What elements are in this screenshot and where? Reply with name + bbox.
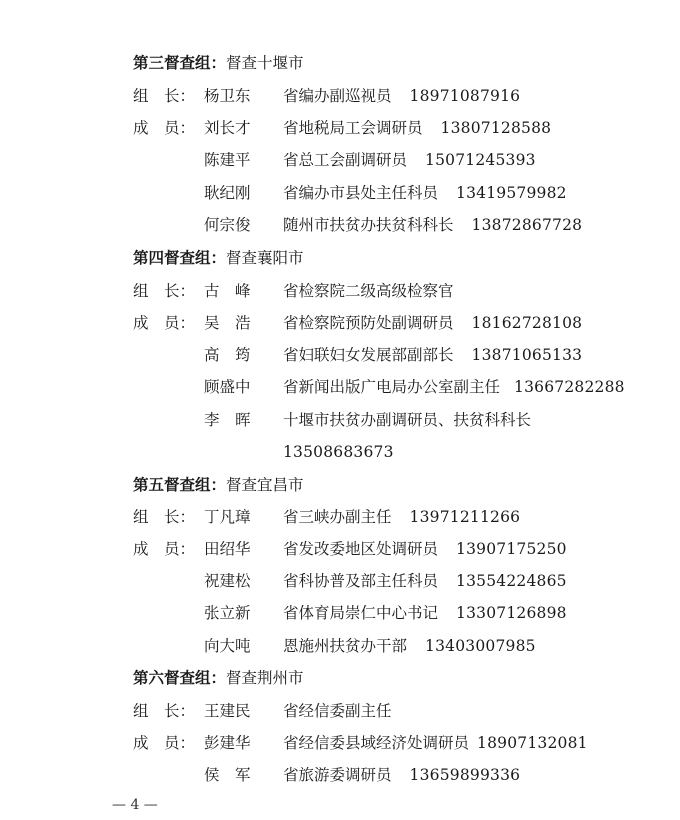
leader-name: 王建民: [204, 702, 251, 720]
group-3-member-row: [0, 183, 680, 203]
leader-position: 省经信委副主任: [283, 702, 392, 720]
group-3-member-row: [0, 118, 680, 138]
member-position: [283, 539, 567, 559]
member-name: 李 晖: [204, 411, 251, 429]
member-phone: 13508683673: [283, 443, 394, 461]
members-role-label: 成 员：: [133, 540, 196, 558]
group-6-header: [133, 668, 304, 688]
group-5-member-row: [0, 603, 680, 623]
group-4-leader-row: [0, 281, 680, 301]
group-3-target: 督查十堰市: [226, 54, 304, 72]
leader-role-label: 组 长：: [133, 702, 196, 720]
member-name: 顾盛中: [204, 378, 251, 396]
page-number: — 4 —: [112, 797, 158, 813]
group-6-leader-row: [0, 701, 680, 721]
member-phone: 15071245393: [425, 151, 536, 169]
member-position-text: 省检察院预防处副调研员: [283, 314, 454, 332]
member-name: 何宗俊: [204, 216, 251, 234]
member-position-text: 省编办市县处主任科员: [283, 184, 439, 202]
member-position-text: 省体育局崇仁中心书记: [283, 604, 439, 622]
group-6-target: 督查荆州市: [226, 669, 304, 687]
member-position-text: 省经信委县域经济处调研员: [283, 734, 470, 752]
member-position-text: 省总工会副调研员: [283, 151, 408, 169]
group-5-target: 督查宜昌市: [226, 476, 304, 494]
leader-name: 古 峰: [204, 282, 251, 300]
leader-position-text: 省三峡办副主任: [283, 508, 392, 526]
member-position-text: 省地税局工会调研员: [283, 119, 423, 137]
leader-position: [283, 86, 520, 106]
member-name: 祝建松: [204, 572, 251, 590]
member-position-text: 省发改委地区处调研员: [283, 540, 439, 558]
member-phone: 13871065133: [471, 346, 583, 364]
member-phone: 13872867728: [471, 216, 583, 234]
member-name: 陈建平: [204, 151, 251, 169]
member-name: 耿纪刚: [204, 184, 251, 202]
member-position: [283, 183, 567, 203]
group-4-member-row: [0, 377, 680, 397]
group-4-member-row: [0, 345, 680, 365]
members-role-label: 成 员：: [133, 734, 196, 752]
member-position-text: 省科协普及部主任科员: [283, 572, 439, 590]
member-name: 吴 浩: [204, 314, 251, 332]
member-name: 彭建华: [204, 734, 251, 752]
member-phone: 13419579982: [456, 184, 567, 202]
member-position-text: 省新闻出版广电局办公室副主任: [283, 378, 501, 396]
group-6-title: 第六督查组：: [133, 669, 227, 687]
group-5-member-row: [0, 571, 680, 591]
member-position: [283, 118, 551, 138]
member-name: 田绍华: [204, 540, 251, 558]
group-5-member-row: [0, 636, 680, 656]
leader-phone: 13971211266: [409, 508, 521, 526]
group-4-member-row: [0, 410, 680, 430]
leader-role-label: 组 长：: [133, 508, 196, 526]
member-position: [283, 733, 588, 753]
member-name: 侯 军: [204, 766, 251, 784]
group-3-header: [133, 53, 304, 73]
leader-role-label: 组 长：: [133, 87, 196, 105]
member-phone: 13403007985: [425, 637, 536, 655]
group-3-title: 第三督查组：: [133, 54, 227, 72]
member-name: 向大吨: [204, 637, 251, 655]
member-phone: 13554224865: [456, 572, 567, 590]
member-phone: 18907132081: [477, 734, 588, 752]
leader-position-text: 省编办副巡视员: [283, 87, 392, 105]
member-position-text: 省妇联妇女发展部副部长: [283, 346, 454, 364]
member-phone: 13659899336: [409, 766, 521, 784]
member-name: 刘长才: [204, 119, 251, 137]
member-position: [283, 215, 582, 235]
leader-phone: 18971087916: [409, 87, 521, 105]
group-4-member-row: [0, 313, 680, 333]
group-3-member-row: [0, 215, 680, 235]
members-role-label: 成 员：: [133, 119, 196, 137]
member-name: 张立新: [204, 604, 251, 622]
member-position-text: 恩施州扶贫办干部: [283, 637, 408, 655]
group-5-title: 第五督查组：: [133, 476, 227, 494]
member-position-text: 省旅游委调研员: [283, 766, 392, 784]
member-phone: 13907175250: [456, 540, 567, 558]
member-position: [283, 313, 582, 333]
leader-role-label: 组 长：: [133, 282, 196, 300]
leader-position: 省检察院二级高级检察官: [283, 282, 454, 300]
leader-name: 丁凡璋: [204, 508, 251, 526]
member-position: [283, 377, 625, 397]
group-5-header: [133, 475, 304, 495]
member-position: [283, 765, 520, 785]
member-name: 高 筠: [204, 346, 251, 364]
members-role-label: 成 员：: [133, 314, 196, 332]
group-4-header: [133, 248, 304, 268]
leader-position: [283, 507, 520, 527]
group-6-member-row: [0, 765, 680, 785]
member-position: 十堰市扶贫办副调研员、扶贫科科长: [283, 411, 532, 429]
member-phone: 13667282288: [514, 378, 625, 396]
member-position: [283, 571, 567, 591]
member-position: [283, 345, 582, 365]
member-position: [283, 603, 567, 623]
member-position-text: 随州市扶贫办扶贫科科长: [283, 216, 454, 234]
member-phone: 18162728108: [471, 314, 583, 332]
member-phone: 13807128588: [440, 119, 552, 137]
group-4-target: 督查襄阳市: [226, 249, 304, 267]
group-6-member-row: [0, 733, 680, 753]
member-phone: 13307126898: [456, 604, 567, 622]
group-4-member-phone-wrap: [0, 442, 680, 462]
group-3-member-row: [0, 150, 680, 170]
member-position: [283, 150, 536, 170]
group-5-leader-row: [0, 507, 680, 527]
group-5-member-row: [0, 539, 680, 559]
group-4-title: 第四督查组：: [133, 249, 227, 267]
leader-name: 杨卫东: [204, 87, 251, 105]
group-3-leader-row: [0, 86, 680, 106]
member-position: [283, 636, 536, 656]
